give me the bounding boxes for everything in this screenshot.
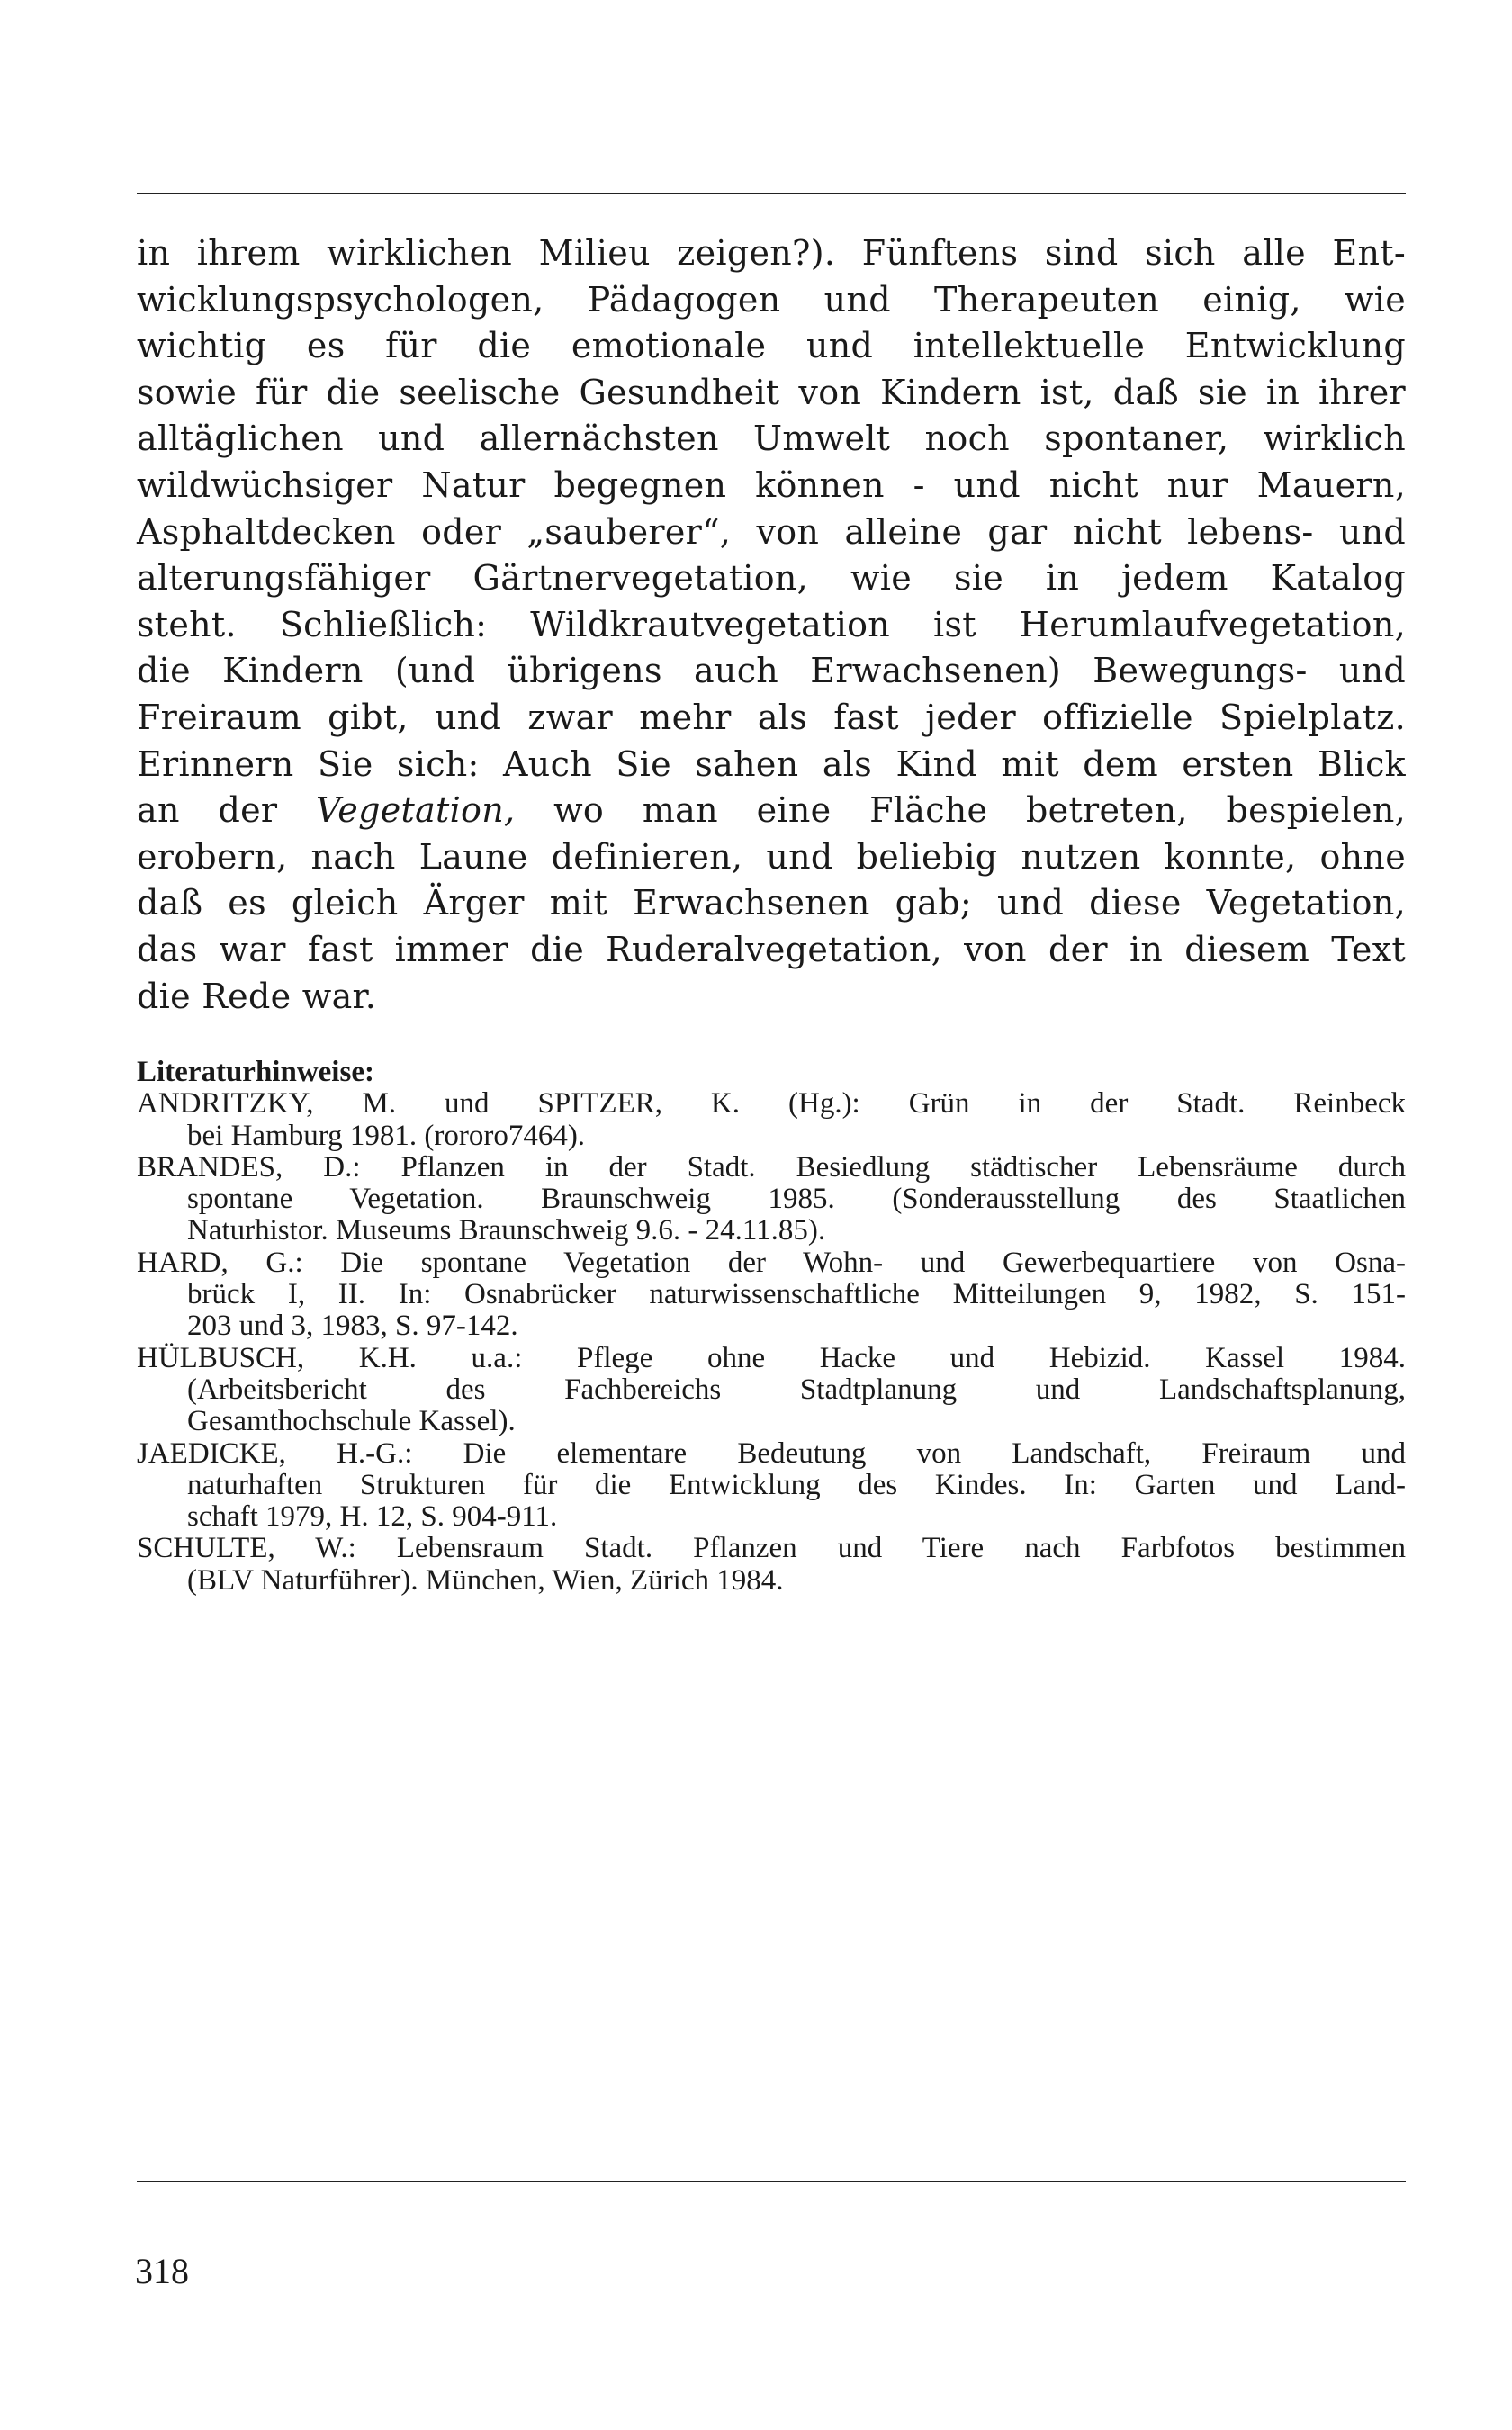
reference-entry bbox=[137, 1152, 1406, 1247]
reference-line: JAEDICKE, H.-G.: Die elementare Bedeutung von Landschaft, Freiraum und bbox=[137, 1436, 1406, 1470]
body-paragraph bbox=[137, 230, 1406, 1020]
references-heading: Literaturhinweise: bbox=[137, 1056, 374, 1088]
reference-line: HARD, G.: Die spontane Vegetation der Wohn- und Gewerbequartiere von Osna- bbox=[137, 1246, 1406, 1279]
body-line: alltäglichen und allernächsten Umwelt noch spontaner, wirklich bbox=[137, 418, 1406, 459]
body-line: die Rede war. bbox=[137, 976, 377, 1016]
reference-line: naturhaften Strukturen für die Entwicklung des Kindes. In: Garten und Land- bbox=[187, 1468, 1406, 1501]
body-line: Erinnern Sie sich: Auch Sie sahen als Kind mit dem ersten Blick bbox=[137, 743, 1406, 784]
reference-entry bbox=[137, 1438, 1406, 1534]
body-line: Freiraum gibt, und zwar mehr als fast jeder offizielle Spielplatz. bbox=[137, 697, 1406, 737]
body-line: wicklungspsychologen, Pädagogen und Therapeuten einig, wie bbox=[137, 279, 1406, 320]
reference-line: (Arbeitsbericht des Fachbereichs Stadtplanung und Landschaftsplanung, bbox=[187, 1372, 1406, 1406]
body-line: die Kindern (und übrigens auch Erwachsenen) Bewegungs- und bbox=[137, 651, 1406, 691]
body-line: das war fast immer die Ruderalvegetation, von der in diesem Text bbox=[137, 929, 1406, 969]
body-line: Asphaltdecken oder „sauberer“, von alleine gar nicht lebens- und bbox=[137, 511, 1406, 552]
reference-entry bbox=[137, 1088, 1406, 1152]
reference-line: SCHULTE, W.: Lebensraum Stadt. Pflanzen und Tiere nach Farbfotos bestimmen bbox=[137, 1532, 1406, 1565]
reference-line: (BLV Naturführer). München, Wien, Zürich 1984. bbox=[187, 1563, 784, 1597]
body-line: daß es gleich Ärger mit Erwachsenen gab; und diese Vegetation, bbox=[137, 883, 1406, 923]
reference-line: brück I, II. In: Osnabrücker naturwissenschaftliche Mitteilungen 9, 1982, S. 151- bbox=[187, 1278, 1406, 1311]
body-line-fragment: an der bbox=[137, 790, 317, 831]
reference-line: 203 und 3, 1983, S. 97-142. bbox=[187, 1310, 518, 1343]
body-line: in ihrem wirklichen Milieu zeigen?). Fünftens sind sich alle Ent- bbox=[137, 233, 1406, 273]
reference-line: HÜLBUSCH, K.H. u.a.: Pflege ohne Hacke und Hebizid. Kassel 1984. bbox=[137, 1341, 1406, 1374]
body-line: wichtig es für die emotionale und intellektuelle Entwicklung bbox=[137, 326, 1406, 366]
page-number: 318 bbox=[135, 2251, 189, 2291]
body-line: erobern, nach Laune definieren, und beliebig nutzen konnte, ohne bbox=[137, 836, 1406, 877]
reference-line: ANDRITZKY, M. und SPITZER, K. (Hg.): Grün in der Stadt. Reinbeck bbox=[137, 1087, 1406, 1120]
reference-line: BRANDES, D.: Pflanzen in der Stadt. Besiedlung städtischer Lebensräume durch bbox=[137, 1150, 1406, 1184]
references-section bbox=[137, 1057, 1406, 1597]
reference-entry bbox=[137, 1343, 1406, 1438]
body-line: wildwüchsiger Natur begegnen können - und nicht nur Mauern, bbox=[137, 464, 1406, 505]
body-line: sowie für die seelische Gesundheit von Kindern ist, daß sie in ihrer bbox=[137, 372, 1406, 412]
body-emphasis: Vegetation, bbox=[316, 790, 516, 831]
reference-line: Gesamthochschule Kassel). bbox=[187, 1405, 516, 1438]
header-rule bbox=[137, 193, 1406, 194]
reference-line: schaft 1979, H. 12, S. 904-911. bbox=[187, 1500, 558, 1534]
body-line: steht. Schließlich: Wildkrautvegetation ist Herumlaufvegetation, bbox=[137, 604, 1406, 644]
reference-entry bbox=[137, 1533, 1406, 1597]
reference-line: bei Hamburg 1981. (rororo7464). bbox=[187, 1119, 586, 1152]
body-line: alterungsfähiger Gärtnervegetation, wie sie in jedem Katalog bbox=[137, 558, 1406, 598]
footer-rule bbox=[137, 2181, 1406, 2182]
body-line-fragment: wo man eine Fläche betreten, bespielen, bbox=[515, 790, 1406, 831]
body-line bbox=[137, 788, 1406, 834]
reference-line: Naturhistor. Museums Braunschweig 9.6. - 24.11.85). bbox=[187, 1214, 826, 1247]
reference-entry bbox=[137, 1247, 1406, 1343]
reference-line: spontane Vegetation. Braunschweig 1985. (Sonderausstellung des Staatlichen bbox=[187, 1183, 1406, 1216]
